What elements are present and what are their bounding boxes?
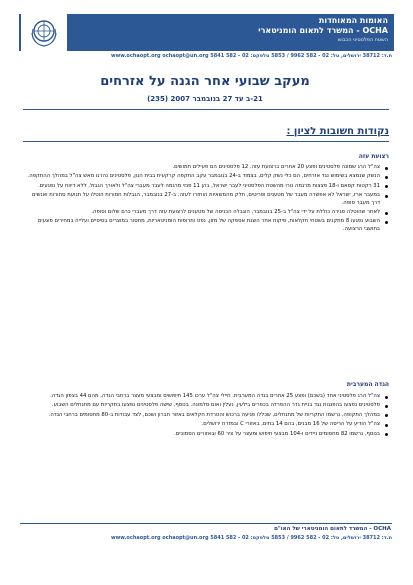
- west-bank-bullet-list: [23, 393, 389, 440]
- un-logo: [21, 14, 67, 51]
- footer-org-line: OCHA - המשרד לתאום הומניטארי של האו"ם: [274, 526, 391, 532]
- org-line-1: האומות המאוחדות: [318, 16, 388, 25]
- org-line-2: OCHA - המשרד לתאום הומניטארי: [258, 26, 388, 35]
- list-item: פלסטינים נפצעו בהפגנות נגד בניית גדר ההפרדה בכפרים בילעין, נעלין ואום סלמונה. בנוסף, שישה פלסטינים נפצעו בתקריות עם מתנחלים השבוע.: [23, 402, 389, 409]
- org-line-3: השטח הפלסטיני הכבוש: [337, 37, 388, 43]
- list-item: במעבר ארז, ישראל לא אפשרה מעבר של מטענים ופריטים, חלק מהמשאיות הוחזרו לעזה. ב-27 בנובמבר, הגבלות חמורות הוטלו על תנועת סחורות ואנשים דרך מעבר סופה.: [23, 192, 389, 207]
- list-item: לאחר שהוטלה סגירה כוללת על ידי צה"ל ב-25 בנובמבר, הוגבלה הכניסה של מטענים לרצועת עזה דרך מעברי כרם שלום וסופה.: [23, 209, 389, 216]
- footer-divider: [20, 523, 392, 524]
- list-item: השבוע נפגעו 8 מתקנים בשטחי חקלאות, פיקוח אחר השגת אספקה של מזון, נפט ותרופות הומניטאריות, מחסור במוצרים בסיסיים ועלייה במחירים פוגעים בתושבי הרצועה.: [23, 218, 389, 233]
- section-heading-gaza: רצועת עזה: [358, 153, 389, 160]
- highlights-divider: [23, 141, 389, 142]
- list-item: 31 רקטות קסאם ו-18 פצצות מרגמה נורו מהשטח הפלסטיני לעבר ישראל, בהן 11 פגזי מרגמה לעבר מעברי צה"ל ולאורך הגבול, ללא דיווח על נפגעים.: [23, 183, 389, 190]
- list-item: הנשק שנמצא בשימוש נגד אזרחים, הם כלי נשק קלים, בצמוד ב-24 בנובמבר עקב התקפה קרקעית בבית הנון, פלסטינים נהרגו מאש צה"ל במהלך ההתקפה.: [23, 173, 389, 180]
- report-title: מעקב שבועי אחר הגנה על אזרחים: [100, 74, 310, 89]
- org-name-block: [258, 16, 388, 44]
- highlights-heading: נקודות חשובות לציון :: [286, 126, 389, 137]
- section-heading-west-bank: הגדה המערבית: [346, 381, 389, 388]
- list-item: צה"ל הרג פלסטיני אחד (בשכם) ופצע 25 אחרים בגדה המערבית. חיילי צה"ל ערכו 145 חיפושים ומבצעי מעצר ברחבי הגדה, מהם 44 בצפון הגדה.: [23, 393, 389, 400]
- header-banner: [19, 14, 394, 51]
- title-divider: [23, 109, 389, 110]
- gaza-bullet-list: [23, 164, 389, 235]
- list-item: בנוסף, נרשמו 82 מחסומים ניידים ו-104 מבצעי חיפוש ומעצר על ציר 60 ובאזורים הסמוכים.: [23, 431, 389, 438]
- list-item: במהלך התקופה, נרשמו התקריות של מתנחלים, שכללו פגיעה ברכוש והטרדת חקלאים באזור חברון ושכם, לצד עבודות ב-80 מחסומים ברחבי הגדה.: [23, 412, 389, 419]
- header-contact-line: ת.ד: 38712 ירושלים, טל: 02 - 582 9962 / 5853 טלפקס: 02 - 582 5841 www.ochaopt.org ochaopt@un.org: [111, 53, 392, 59]
- list-item: צה"ל הרג שמונה פלסטינים ופצע 20 אחרים ברצועת עזה. 12 פלסטינים הם פעילים חמושים.: [23, 164, 389, 171]
- report-subtitle: 21-ב עד 27 בנובמבר 2007 (235): [147, 95, 263, 103]
- list-item: צה"ל הודיע על הריסה של 16 מבנים, בהם 14 בתים, באזורי C ובמזרח ירושלים.: [23, 421, 389, 428]
- footer-contact-line: ת.ד: 38712 ירושלים, טל: 02 - 582 9962 / 5853 טלפקס: 02 - 582 5841 www.ochaopt.org ochaopt@un.org: [111, 535, 392, 541]
- un-emblem-icon: [27, 17, 61, 49]
